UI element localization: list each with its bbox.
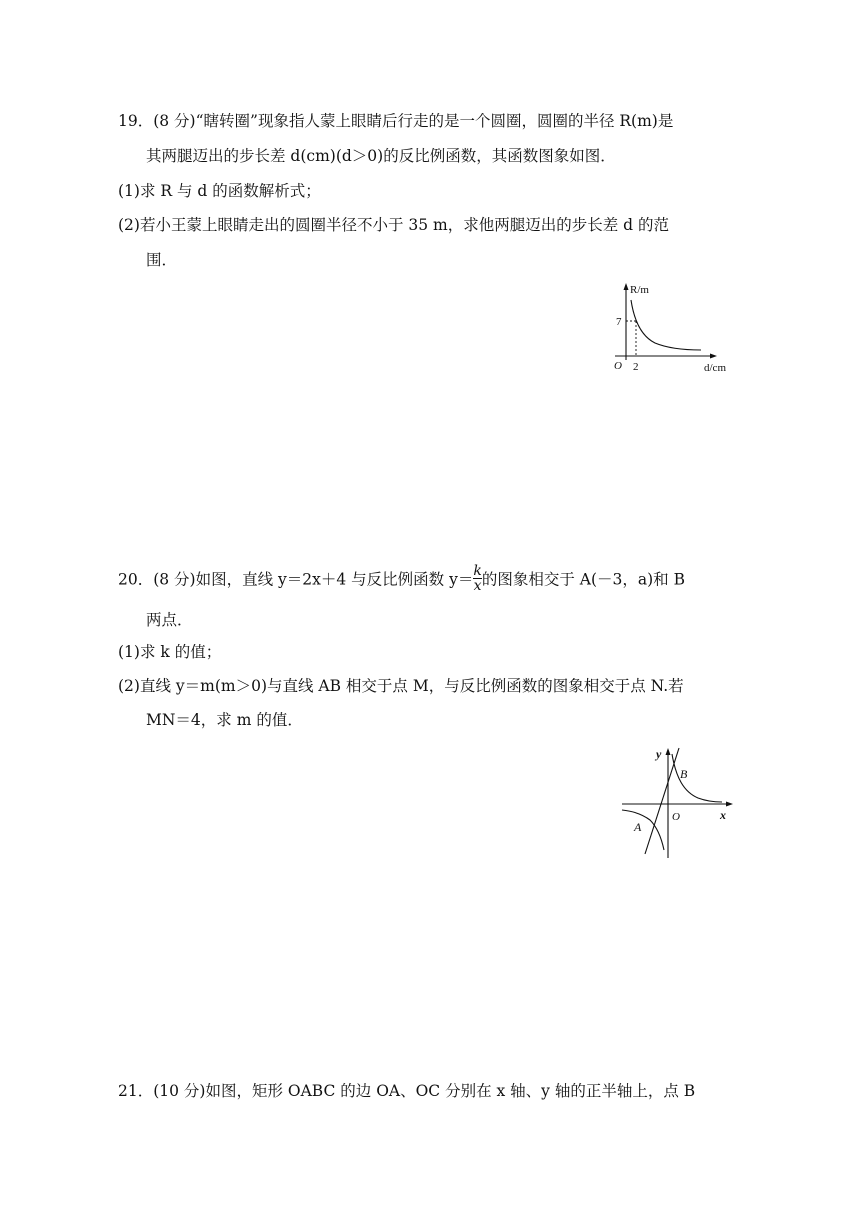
q20-point-a-label: A <box>634 820 642 834</box>
q20-part-2-cont: MN＝4，求 m 的值． <box>146 711 303 729</box>
q19-part-2-cont: 围． <box>146 251 178 269</box>
q19-y-tick-label: 7 <box>616 316 622 328</box>
fraction-denominator: x <box>473 578 482 594</box>
q19-line-2: 其两腿迈出的步长差 d(cm)(d＞0)的反比例函数，其函数图象如图． <box>146 147 616 165</box>
q20-y-axis-label: y <box>656 747 662 761</box>
q20-point-b-label: B <box>680 767 688 781</box>
q19-x-axis-label: d/cm <box>704 362 726 374</box>
q20-line-1-pre: 20．(8 分)如图，直线 y＝2x＋4 与反比例函数 y＝ <box>118 570 474 589</box>
q20-part-2: (2)直线 y＝m(m＞0)与直线 AB 相交于点 M，与反比例函数的图象相交于点 N.若 <box>118 677 684 695</box>
q20-line-1-post: 的图象相交于 A(－3，a)和 B <box>481 570 685 589</box>
q20-line-1 <box>118 563 685 595</box>
q19-curve <box>631 300 701 350</box>
q19-y-axis-label: R/m <box>630 284 649 296</box>
k-over-x-fraction <box>473 564 481 593</box>
q19-origin-label: O <box>614 360 622 372</box>
q20-line-ab <box>645 748 679 854</box>
fraction-numerator: k <box>473 563 482 579</box>
q20-origin-label: O <box>672 811 680 823</box>
q19-line-1: 19．(8 分)“瞎转圈”现象指人蒙上眼睛后行走的是一个圆圈，圆圈的半径 R(m)是 <box>118 112 674 130</box>
q19-part-1: (1)求 R 与 d 的函数解析式； <box>118 182 321 200</box>
q20-x-axis-label: x <box>720 808 726 822</box>
q19-x-tick-label: 2 <box>633 361 639 373</box>
q21-line-1: 21．(10 分)如图，矩形 OABC 的边 OA、OC 分别在 x 轴、y 轴的正半轴上，点 B <box>118 1082 696 1100</box>
q20-graph <box>616 740 741 862</box>
q19-part-2: (2)若小王蒙上眼睛走出的圆圈半径不小于 35 m，求他两腿迈出的步长差 d 的范 <box>118 216 670 234</box>
q20-line-2: 两点． <box>146 611 193 629</box>
q19-graph <box>605 278 740 378</box>
q20-part-1: (1)求 k 的值； <box>118 643 222 661</box>
